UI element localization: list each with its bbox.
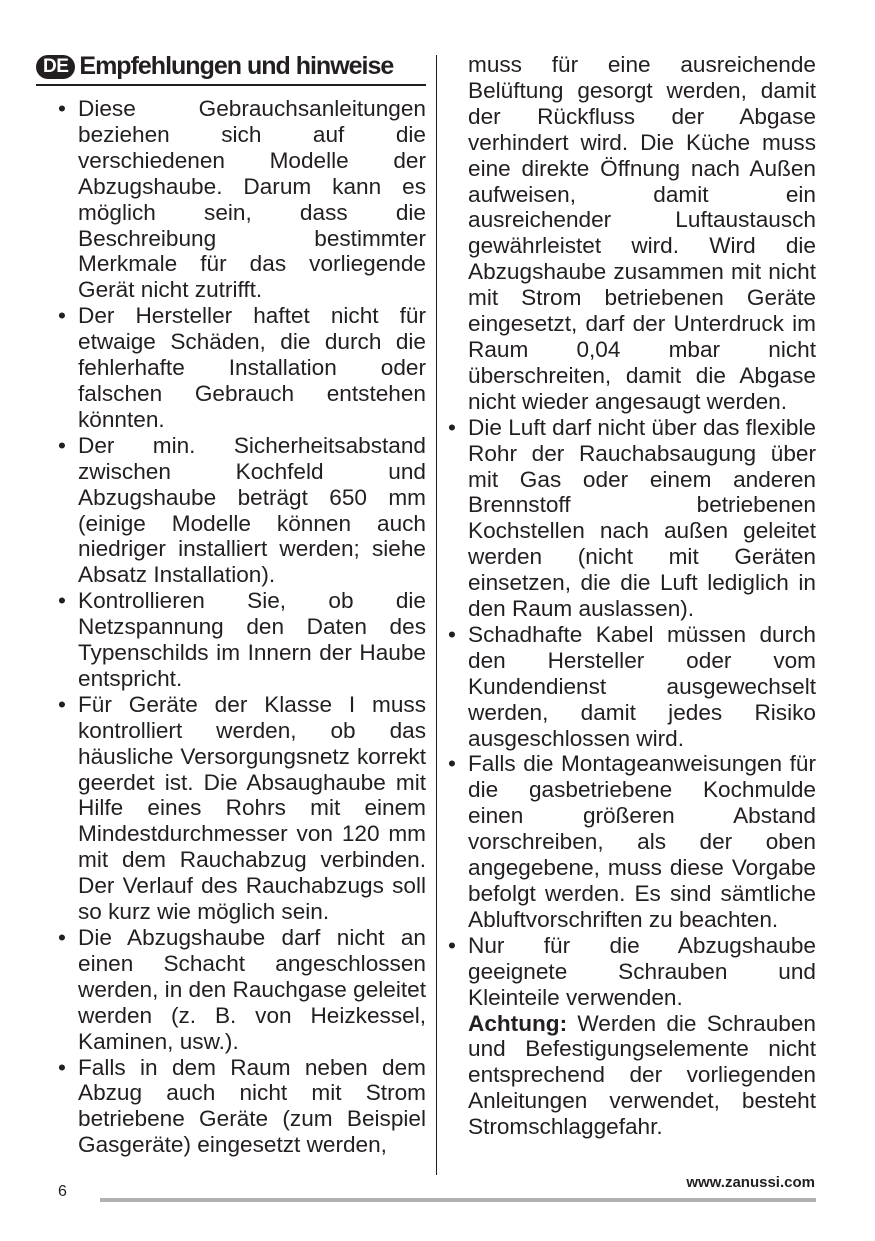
list-item: [448, 751, 816, 932]
list-item: [58, 303, 426, 433]
list-item: [448, 933, 816, 1011]
list-item-text: Nur für die Abzugshaube geeignete Schrauben und Kleinteile verwenden.: [468, 932, 816, 1010]
list-item-text: Kontrollieren Sie, ob die Netzspannung den Daten des Typenschilds im Innern der Haube entspricht.: [78, 588, 426, 691]
bullet-icon: •: [58, 1054, 66, 1080]
right-column: [448, 52, 816, 1140]
list-item: [448, 622, 816, 752]
bullet-icon: •: [58, 303, 66, 329]
list-item: [58, 692, 426, 925]
bullet-icon: •: [58, 691, 66, 717]
list-item-text: Die Luft darf nicht über das flexible Rohr der Rauchabsaugung über mit Gas oder einem anderen Brennstoff betriebenen Kochstellen nach außen geleitet werden (nicht mit Geräten einsetzen, die die Luft lediglich in den Raum auslassen).: [468, 414, 816, 622]
page-title: Empfehlungen und hinweise: [79, 52, 394, 81]
bullet-icon: •: [58, 925, 66, 950]
list-item: [448, 415, 816, 622]
bullet-icon: •: [448, 751, 456, 777]
list-item-text: Falls in dem Raum neben dem Abzug auch nicht mit Strom betriebene Geräte (zum Beispiel Gasgeräte) eingesetzt werden,: [78, 1054, 426, 1158]
warning-text: Werden die Schrauben und Befestigungselemente nicht entsprechend der vorliegenden Anleitungen verwendet, besteht Stromschlaggefahr.: [468, 1010, 816, 1140]
bullet-icon: •: [448, 621, 456, 647]
bullet-icon: •: [448, 414, 456, 440]
list-item-text: Der min. Sicherheitsabstand zwischen Kochfeld und Abzugshaube beträgt 650 mm (einige Modelle können auch niedriger installiert werden; siehe Absatz Installation).: [78, 432, 426, 588]
left-column: [43, 52, 426, 1158]
website-url: www.zanussi.com: [686, 1174, 815, 1191]
bullet-icon: •: [58, 588, 66, 614]
list-item-text: Falls die Montageanweisungen für die gasbetriebene Kochmulde einen größeren Abstand vorschreiben, als der oben angegebene, muss diese Vorgabe befolgt werden. Es sind sämtliche Abluftvorschriften zu beachten.: [468, 751, 816, 932]
list-item: [58, 1055, 426, 1159]
page-number: 6: [58, 1183, 67, 1200]
list-item-text: Für Geräte der Klasse I muss kontrolliert werden, ob das häusliche Versorgungsnetz korrekt geerdet ist. Die Absaughaube mit Hilfe eines Rohrs mit einem Mindestdurchmesser von 120 mm mit dem Rauchabzug verbinden. Der Verlauf des Rauchabzugs soll so kurz wie möglich sein.: [78, 691, 426, 925]
bullet-icon: •: [58, 96, 66, 121]
list-item-text: Der Hersteller haftet nicht für etwaige Schäden, die durch die fehlerhafte Installation oder falschen Gebrauch entstehen könnten.: [78, 303, 426, 432]
column-divider: [436, 55, 437, 1175]
language-badge: DE: [36, 55, 75, 79]
list-item-text: Schadhafte Kabel müssen durch den Hersteller oder vom Kundendienst ausgewechselt werden, damit jedes Risiko ausgeschlossen wird.: [468, 621, 816, 751]
warning-note: [448, 1011, 816, 1141]
bullet-icon: •: [448, 932, 456, 958]
list-item: [58, 925, 426, 1055]
footer-divider: [100, 1198, 816, 1202]
list-item: [58, 96, 426, 303]
list-item: [58, 433, 426, 588]
section-heading: [36, 52, 426, 86]
list-item-text: Diese Gebrauchsanleitungen beziehen sich auf die verschiedenen Modelle der Abzugshaube. Darum kann es möglich sein, dass die Beschreibung bestimmter Merkmale für das vorliegende Gerät nicht zutrifft.: [78, 96, 426, 303]
bullet-icon: •: [58, 432, 66, 458]
continuation-text: muss für eine ausreichende Belüftung gesorgt werden, damit der Rückfluss der Abgase verhindert wird. Die Küche muss eine direkte Öffnung nach Außen aufweisen, damit ein ausreichender Luftaustausch gewährleistet wird. Wird die Abzugshaube zusammen mit nicht mit Strom betriebenen Geräte eingesetzt, darf der Unterdruck im Raum 0,04 mbar nicht überschreiten, damit die Abgase nicht wieder angesaugt werden.: [468, 52, 816, 414]
list-item: [58, 588, 426, 692]
warning-label: Achtung:: [468, 1010, 568, 1036]
list-item-text: Die Abzugshaube darf nicht an einen Schacht angeschlossen werden, in den Rauchgase geleitet werden (z. B. von Heizkessel, Kaminen, usw.).: [78, 925, 426, 1054]
